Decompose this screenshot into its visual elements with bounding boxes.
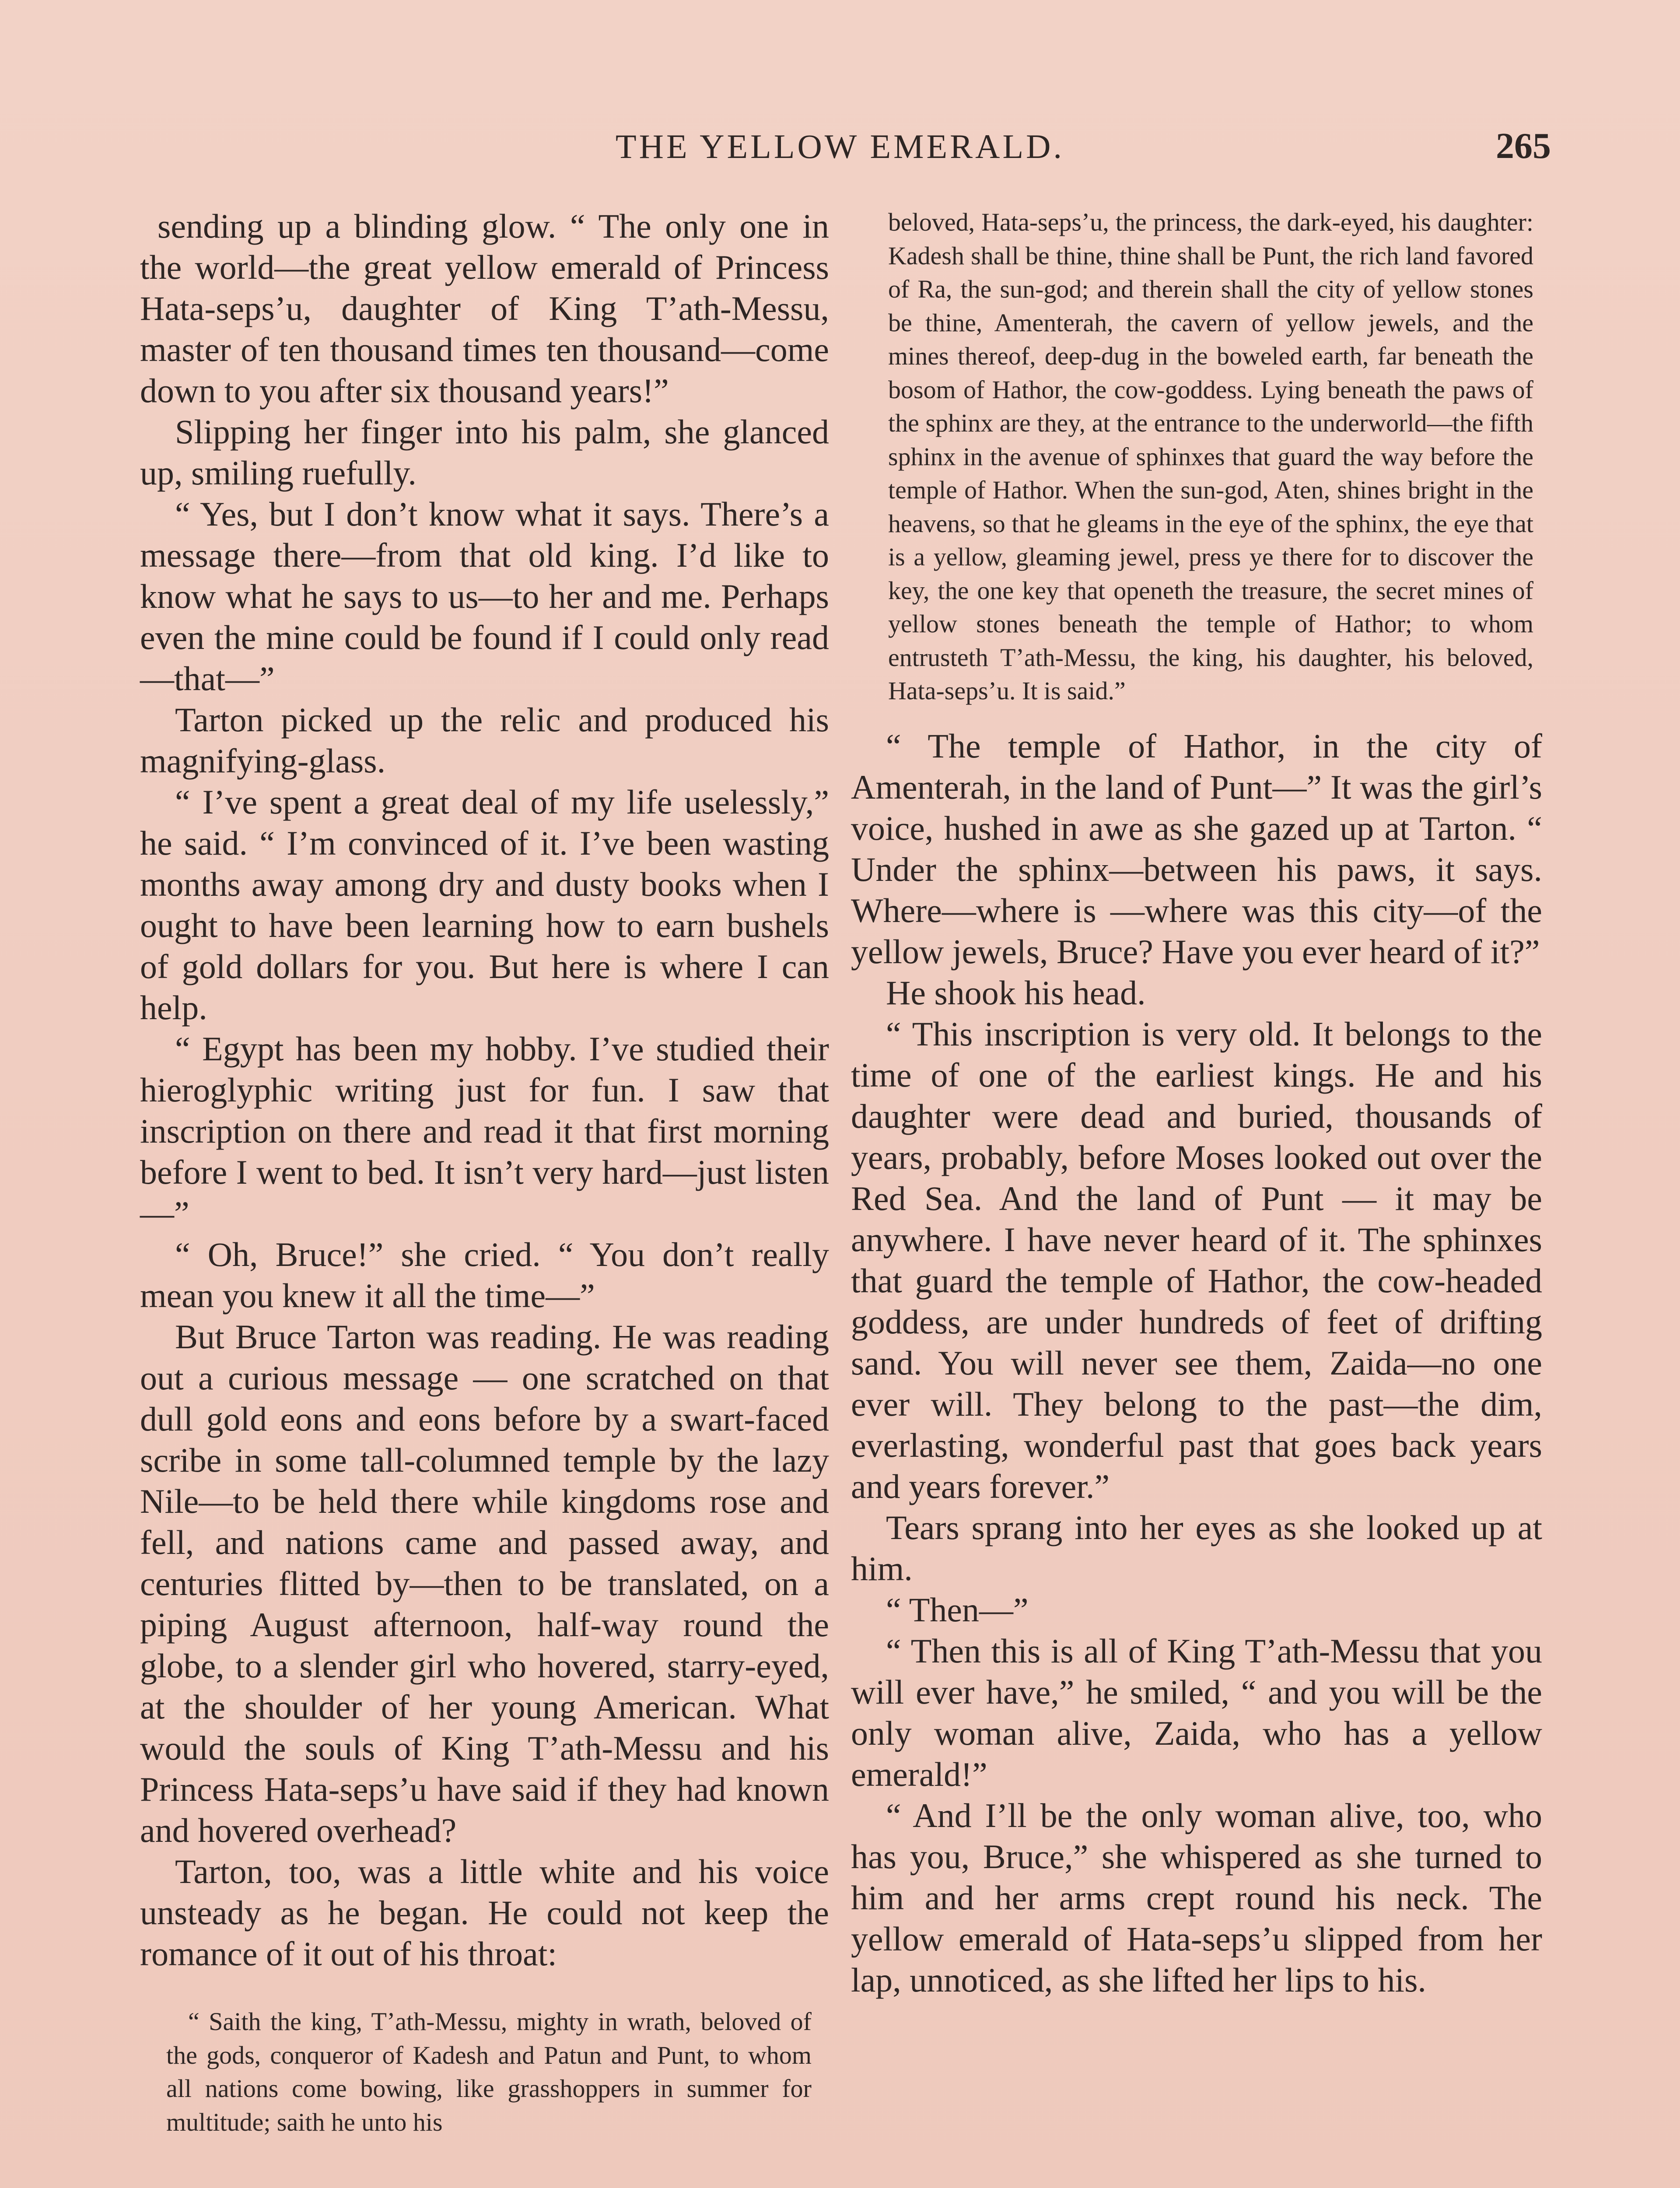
paragraph: “ The temple of Hathor, in the city of Amenterah, in the land of Punt—” It was the girl’s voice, hushed in awe as she gazed up at Tarton. “ Under the sphinx—between his paws, it says. Where—where is —where was this city—of the yellow jewels, Bruce? Have you ever heard of it?” (851, 726, 1542, 971)
paragraph: “ Yes, but I don’t know what it says. There’s a message there—from that old king. I’d like to know what he says to us—to her and me. Perhaps even the mine could be found if I could only read—that—” (140, 495, 829, 698)
right-column (851, 206, 1542, 2001)
paragraph: “ Then—” (886, 1590, 1029, 1629)
paragraph: sending up a blinding glow. “ The only one in the world—the great yellow emerald of Princess Hata-seps’u, daughter of King T’ath-Messu, master of ten thousand times ten thousand—come down to you after six thousand years!” (140, 207, 829, 410)
paragraph: “ I’ve spent a great deal of my life uselessly,” he said. “ I’m convinced of it. I’ve been wasting months away among dry and dusty books when I ought to have been learning how to earn bushels of gold dollars for you. But here is where I can help. (140, 783, 829, 1027)
page-number: 265 (1496, 126, 1551, 166)
paragraph: Tears sprang into her eyes as she looked up at him. (851, 1508, 1542, 1588)
running-header-title: THE YELLOW EMERALD. (615, 127, 1064, 165)
paragraph: “ This inscription is very old. It belongs to the time of one of the earliest kings. He and his daughter were dead and buried, thousands of years, probably, before Moses looked out over the Red Sea. And the land of Punt — it may be anywhere. I have never heard of it. The sphinxes that guard the temple of Hathor, the cow-headed goddess, are under hundreds of feet of drifting sand. You will never see them, Zaida—no one ever will. They belong to the past—the dim, everlasting, wonderful past that goes back years and years forever.” (851, 1014, 1542, 1505)
paragraph: “ Oh, Bruce!” she cried. “ You don’t really mean you knew it all the time—” (140, 1235, 829, 1315)
paragraph: “ And I’ll be the only woman alive, too, who has you, Bruce,” she whispered as she turned to him and her arms crept round his neck. The yellow emerald of Hata-seps’u slipped from her lap, unnoticed, as she lifted her lips to his. (851, 1796, 1542, 1999)
paragraph: He shook his head. (886, 973, 1146, 1012)
left-column (140, 206, 829, 2139)
paragraph: Tarton picked up the relic and produced his magnifying-glass. (140, 701, 829, 780)
inscription-quote-end: beloved, Hata-seps’u, the princess, the dark-eyed, his daughter: Kadesh shall be thine, thine shall be Punt, the rich land favored of Ra, the sun-god; and therein shall the city of yellow stones be thine, Amenterah, the cavern of yellow jewels, and the mines thereof, deep-dug in the boweled earth, far beneath the bosom of Hathor, the cow-goddess. Lying beneath the paws of the sphinx are they, at the entrance to the underworld—the fifth sphinx in the avenue of sphinxes that guard the way before the temple of Hathor. When the sun-god, Aten, shines bright in the heavens, so that he gleams in the eye of the sphinx, the eye that is a yellow, gleaming jewel, press ye there for to discover the key, the one key that openeth the treasure, the secret mines of yellow stones beneath the temple of Hathor; to whom entrusteth T’ath-Messu, the king, his daughter, his beloved, Hata-seps’u. It is said.” (888, 208, 1533, 705)
paragraph: Slipping her finger into his palm, she glanced up, smiling ruefully. (140, 413, 829, 492)
paragraph: “ Egypt has been my hobby. I’ve studied their hieroglyphic writing just for fun. I saw that inscription on there and read it that first morning before I went to bed. It isn’t very hard—just listen—” (140, 1030, 829, 1232)
paragraph: Tarton, too, was a little white and his voice unsteady as he began. He could not keep the romance of it out of his throat: (140, 1852, 829, 1973)
paragraph: But Bruce Tarton was reading. He was reading out a curious message — one scratched on that dull gold eons and eons before by a swart-faced scribe in some tall-columned temple by the lazy Nile—to be held there while kingdoms rose and fell, and nations came and passed away, and centuries flitted by—then to be translated, on a piping August afternoon, half-way round the globe, to a slender girl who hovered, starry-eyed, at the shoulder of her young American. What would the souls of King T’ath-Messu and his Princess Hata-seps’u have said if they had known and hovered overhead? (140, 1318, 829, 1849)
inscription-quote-start: “ Saith the king, T’ath-Messu, mighty in wrath, beloved of the gods, conqueror of Kadesh and Patun and Punt, to whom all nations come bowing, like grasshoppers in summer for multitude; saith he unto his (166, 2007, 812, 2136)
paragraph: “ Then this is all of King T’ath-Messu that you will ever have,” he smiled, “ and you will be the only woman alive, Zaida, who has a yellow emerald!” (851, 1631, 1542, 1793)
